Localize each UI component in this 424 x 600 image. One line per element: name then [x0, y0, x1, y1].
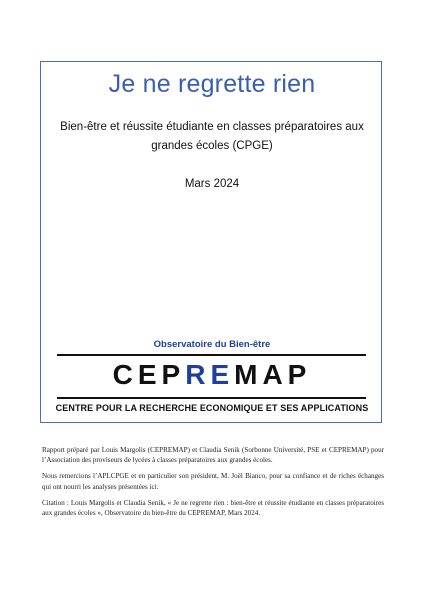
logo-text-part1: CEP: [112, 359, 186, 390]
citation-note: Citation : Louis Margolis et Claudia Senik, « Je ne regrette rien : bien-être et réussite étudiante en classes préparatoires aux grandes écoles », Observatoire du bien-être du CEPREMAP, Mars 2024.: [42, 498, 384, 518]
logo-text-highlight: RE: [185, 359, 235, 390]
observatoire-label: Observatoire du Bien-être: [153, 339, 271, 350]
report-title: Je ne regrette rien: [108, 70, 316, 98]
logo-bottom-rule: [57, 397, 366, 399]
report-authors-note: Rapport préparé par Louis Margolis (CEPREMAP) et Claudia Senik (Sorbonne Université, PSE et CEPREMAP) pour l’Association des proviseurs de lycées à classes préparatoires aux grandes écoles.: [42, 446, 384, 465]
logo-text-part2: MAP: [234, 359, 312, 390]
report-date: Mars 2024: [184, 178, 240, 190]
cepremap-logo: [0, 359, 424, 391]
logo-top-rule: [57, 354, 366, 356]
report-notes: [42, 445, 384, 524]
acknowledgements-note: Nous remercions l’APLCPGE et en particulier son président, M. Joël Bianco, pour sa confiance et de riches échanges qui ont nourri les analyses présentées ici.: [42, 472, 384, 491]
logo-tagline: CENTRE POUR LA RECHERCHE ECONOMIQUE ET SES APPLICATIONS: [55, 403, 369, 413]
report-subtitle: Bien-être et réussite étudiante en classes préparatoires aux grandes écoles (CPGE): [60, 121, 364, 152]
